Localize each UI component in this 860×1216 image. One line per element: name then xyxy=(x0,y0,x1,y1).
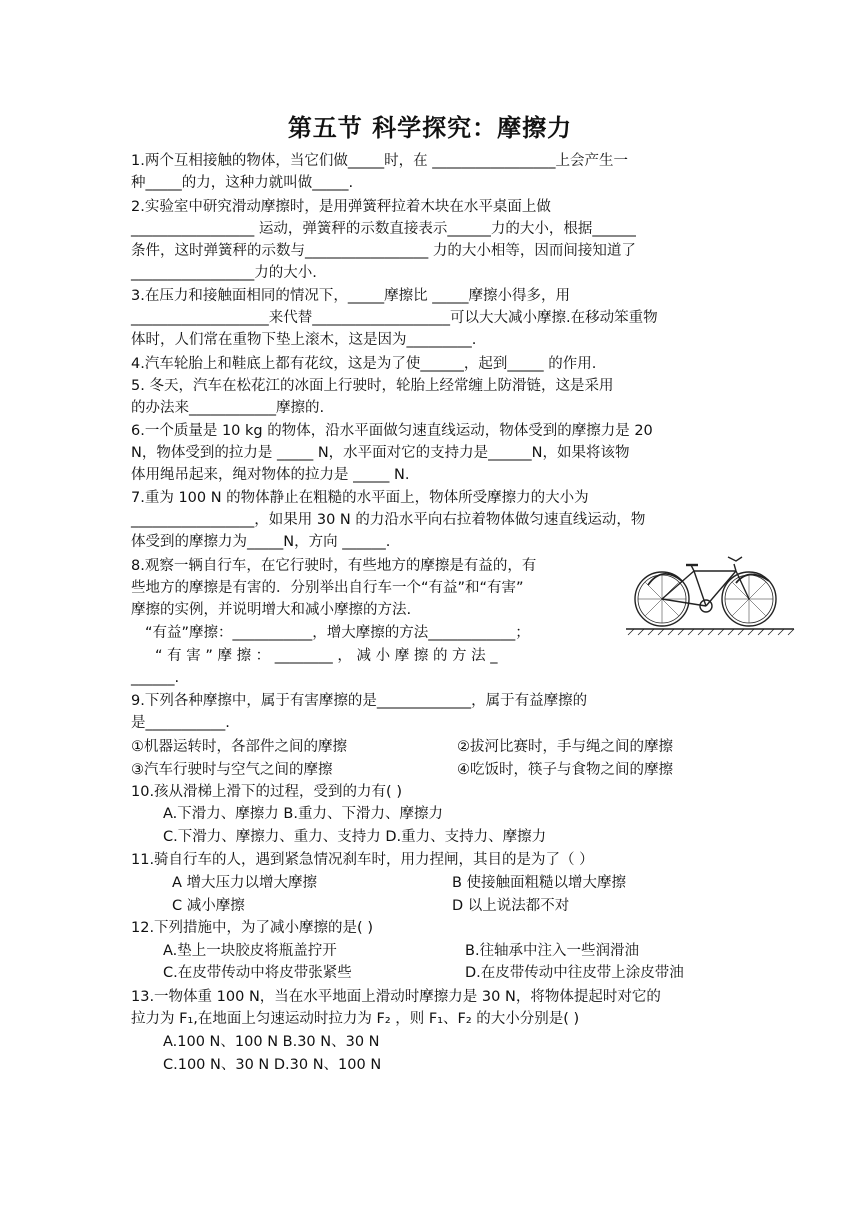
q8-line-3: 摩擦的实例，并说明增大和减小摩擦的方法. xyxy=(131,602,412,618)
q7-line-3: 体受到的摩擦力为_____N，方向 ______. xyxy=(131,534,391,550)
q10-options-cd: C.下滑力、摩擦力、重力、支持力 D.重力、支持力、摩擦力 xyxy=(163,829,547,845)
q9-option-3: ③汽车行驶时与空气之间的摩擦 xyxy=(131,762,333,778)
q7-line-2: _________________，如果用 30 N 的力沿水平向右拉着物体做匀速直线运动，物 xyxy=(131,512,646,528)
q3-line-1: 3.在压力和接触面相同的情况下，_____摩擦比 _____摩擦小得多，用 xyxy=(131,288,570,304)
q8-line-1: 8.观察一辆自行车，在它行驶时，有些地方的摩擦是有益的，有 xyxy=(131,558,537,574)
q5-line-2: 的办法来____________摩擦的. xyxy=(131,400,325,416)
q10-line-1: 10.孩从滑梯上滑下的过程，受到的力有( ) xyxy=(131,784,402,800)
bicycle-icon xyxy=(624,551,796,641)
q10-options-ab: A.下滑力、摩擦力 B.重力、下滑力、摩擦力 xyxy=(163,806,443,822)
q2-line-2: _________________ 运动，弹簧秤的示数直接表示______力的大小，根据______ xyxy=(131,221,636,237)
q4-line-1: 4.汽车轮胎上和鞋底上都有花纹，这是为了使______，起到_____ 的作用. xyxy=(131,356,597,372)
q11-option-a: A 增大压力以增大摩擦 xyxy=(172,875,318,891)
q8-line-2: 些地方的摩擦是有害的．分别举出自行车一个“有益”和“有害” xyxy=(131,580,524,596)
q13-line-2: 拉力为 F₁,在地面上匀速运动时拉力为 F₂ ，则 F₁、F₂ 的大小分别是( ) xyxy=(131,1011,580,1027)
q11-option-d: D 以上说法都不对 xyxy=(452,898,570,914)
q12-option-b: B.往轴承中注入一些润滑油 xyxy=(465,943,640,959)
q9-option-4: ④吃饭时，筷子与食物之间的摩擦 xyxy=(457,762,673,778)
q12-line-1: 12.下列措施中，为了减小摩擦的是( ) xyxy=(131,920,373,936)
q9-line-1: 9.下列各种摩擦中，属于有害摩擦的是_____________，属于有益摩擦的 xyxy=(131,693,588,709)
q6-line-2: N，物体受到的拉力是 _____ N，水平面对它的支持力是______N，如果将该物 xyxy=(131,445,630,461)
q8-useful-line: “有益”摩擦：___________，增大摩擦的方法____________； xyxy=(145,625,530,641)
q13-options-cd: C.100 N、30 N D.30 N、100 N xyxy=(163,1057,382,1073)
q2-line-4: _________________力的大小. xyxy=(131,265,317,281)
q12-option-d: D.在皮带传动中往皮带上涂皮带油 xyxy=(465,965,684,981)
q11-option-b: B 使接触面粗糙以增大摩擦 xyxy=(452,875,627,891)
q3-line-3: 体时，人们常在重物下垫上滚木，这是因为_________. xyxy=(131,332,477,348)
q2-line-3: 条件，这时弹簧秤的示数与_________________ 力的大小相等，因而间接知道了 xyxy=(131,243,636,259)
q13-line-1: 13.一物体重 100 N，当在水平地面上滑动时摩擦力是 30 N，将物体提起时对它的 xyxy=(131,989,661,1005)
q2-line-1: 2.实验室中研究滑动摩擦时，是用弹簧秤拉着木块在水平桌面上做 xyxy=(131,199,551,215)
q6-line-3: 体用绳吊起来，绳对物体的拉力是 _____ N. xyxy=(131,467,410,483)
q11-line-1: 11.骑自行车的人，遇到紧急情况刹车时，用力捏闸，其目的是为了（ ） xyxy=(131,852,594,868)
q13-options-ab: A.100 N、100 N B.30 N、30 N xyxy=(163,1034,380,1050)
q1-line-2: 种_____的力，这种力就叫做_____. xyxy=(131,175,354,191)
q11-option-c: C 减小摩擦 xyxy=(172,898,245,914)
q6-line-1: 6.一个质量是 10 kg 的物体，沿水平面做匀速直线运动，物体受到的摩擦力是 20 xyxy=(131,423,653,439)
q9-line-2: 是___________. xyxy=(131,715,230,731)
q12-option-a: A.垫上一块胶皮将瓶盖拧开 xyxy=(163,943,337,959)
q3-line-2: ___________________来代替___________________可以大大减小摩擦.在移动笨重物 xyxy=(131,310,658,326)
q1-line-1: 1.两个互相接触的物体，当它们做_____时，在 _________________上会产生一 xyxy=(131,153,628,169)
q9-option-1: ①机器运转时，各部件之间的摩擦 xyxy=(131,739,347,755)
q9-option-2: ②拔河比赛时，手与绳之间的摩擦 xyxy=(457,739,673,755)
q8-harmful-line-2: ______. xyxy=(131,670,180,686)
q12-option-c: C.在皮带传动中将皮带张紧些 xyxy=(163,965,352,981)
q7-line-1: 7.重为 100 N 的物体静止在粗糙的水平面上，物体所受摩擦力的大小为 xyxy=(131,490,589,506)
page-title: 第五节 科学探究：摩擦力 xyxy=(287,114,573,142)
q8-harmful-line: “ 有 害 ” 摩 擦 ： ________ ， 减 小 摩 擦 的 方 法 _ xyxy=(155,648,498,664)
q5-line-1: 5. 冬天，汽车在松花江的冰面上行驶时，轮胎上经常缠上防滑链，这是采用 xyxy=(131,378,614,394)
